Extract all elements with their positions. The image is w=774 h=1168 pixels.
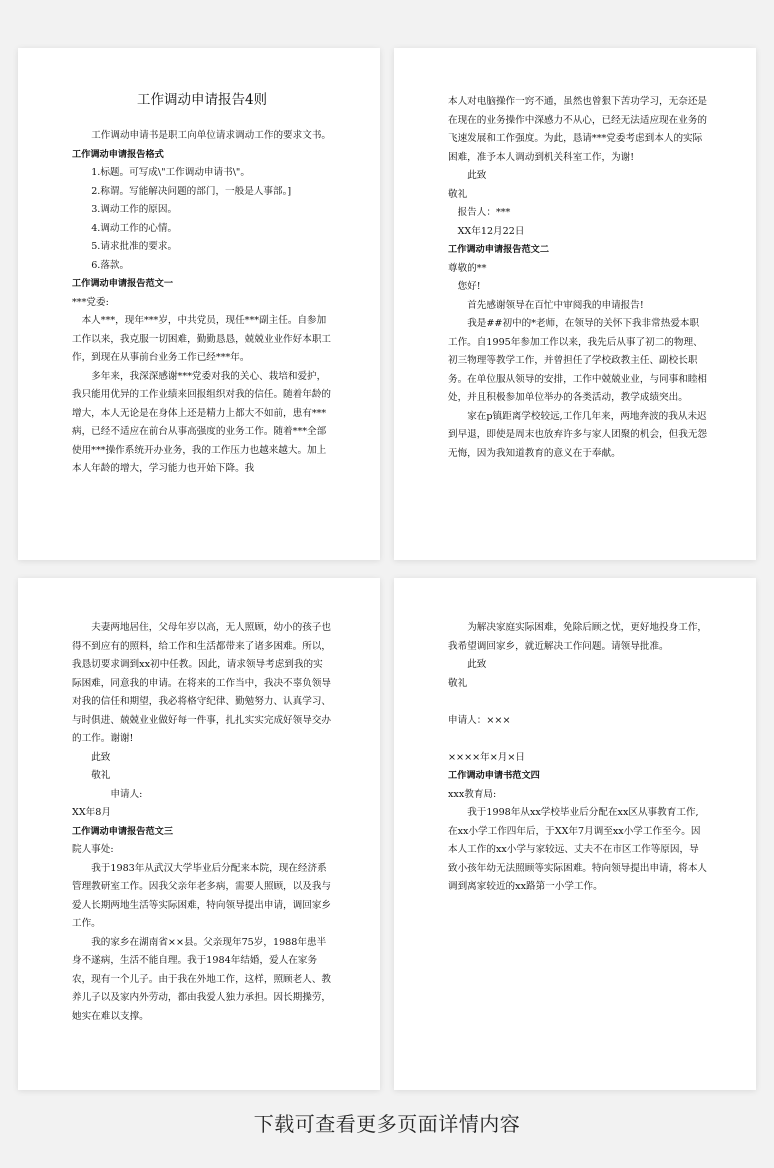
document-page-2 <box>394 48 756 560</box>
paragraph: 5.请求批准的要求。 <box>91 241 178 252</box>
paragraph: 我的家乡在湖南省××县。父亲现年75岁，1988年患半身不遂病，生活不能自理。我于1984年结婚，爱人在家务农，现有一个儿子。由于我在外地工作，这样，照顾老人、教养儿子以及家内外劳动，都由我爱人独力承担。因长期操劳，她实在难以支撑。 <box>72 936 332 1022</box>
paragraph: 3.调动工作的原因。 <box>91 204 178 215</box>
page-content <box>72 127 332 479</box>
document-title: 工作调动申请报告4则 <box>136 92 268 108</box>
paragraph: 此致 <box>467 659 487 670</box>
paragraph: 本人***，现年***岁，中共党员，现任***副主任。自参加工作以来，我克服一切困难，勤勤恳恳，兢兢业业作好本职工作，到现在从事前台业务工作已经***年。 <box>72 315 332 363</box>
blank-line <box>448 730 708 749</box>
paragraph: ***党委: <box>72 296 109 308</box>
document-page-1 <box>18 48 380 560</box>
paragraph: 此致 <box>467 170 487 181</box>
download-more-footer[interactable]: 下载可查看更多页面详情内容 <box>253 1112 521 1136</box>
paragraph: 我于1983年从武汉大学毕业后分配来本院，现在经济系管理教研室工作。因我父亲年老多病，需要人照顾，以及我与爱人长期两地生活等实际困难，特向领导提出申请，调回家乡工作。 <box>72 862 332 929</box>
paragraph: 为解决家庭实际困难，免除后顾之忧，更好地投身工作，我希望调回家乡，就近解决工作问题。请领导批准。 <box>448 622 708 652</box>
paragraph: 多年来，我深深感谢***党委对我的关心、栽培和爱护，我只能用优异的工作业绩来回报组织对我的信任。随着年龄的增大，本人无论是在身体上还是精力上都大不如前，患有***病，已经不适应在前台从事高强度的业务工作。随着***全部使用***操作系统开办业务，我的工作压力也越来越大。加上本人年龄的增大，学习能力也开始下降。我 <box>72 370 332 474</box>
page-content <box>448 619 708 897</box>
paragraph: 6.落款。 <box>91 259 130 271</box>
paragraph: 报告人：*** <box>457 207 511 218</box>
paragraph: 申请人: <box>110 788 143 800</box>
paragraph: 敬礼 <box>448 677 468 689</box>
paragraph: 您好! <box>457 281 481 292</box>
document-page-3 <box>18 578 380 1090</box>
paragraph: 本人对电脑操作一窍不通，虽然也曾狠下苦功学习，无奈还是在现在的业务操作中深感力不从心，已经无法适应现在业务的飞速发展和工作强度。为此，恳请***党委考虑到本人的实际困难，准予本人调动到机关科室工作，为谢! <box>448 96 708 163</box>
paragraph: 我是##初中的*老师，在领导的关怀下我非常热爱本职工作。自1995年参加工作以来，我先后从事了初二的物理、初三物理等教学工作，并曾担任了学校政教主任、副校长职务。在单位服从领导的安排，工作中兢兢业业，与同事和睦相处，并且积极参加单位举办的各类活动，教学成绩突出。 <box>448 318 708 403</box>
paragraph: 工作调动申请书是职工向单位请求调动工作的要求文书。 <box>91 130 332 141</box>
page-content <box>72 619 332 1026</box>
paragraph: 敬礼 <box>91 770 111 781</box>
page-content <box>448 93 708 463</box>
paragraph: 尊敬的** <box>448 262 487 274</box>
section-heading: 工作调动申请报告范文二 <box>448 244 550 255</box>
document-page-4 <box>394 578 756 1090</box>
section-heading: 工作调动申请报告格式 <box>72 148 164 160</box>
paragraph: XX年12月22日 <box>457 225 525 237</box>
paragraph: 申请人：××× <box>448 714 511 726</box>
paragraph: ××××年×月×日 <box>448 751 526 763</box>
paragraph: 敬礼 <box>448 188 468 200</box>
paragraph: 1.标题。可写成\"工作调动申请书\"。 <box>91 167 250 178</box>
paragraph: 家在p镇距离学校较远,工作几年来，两地奔波的我从未迟到早退，即使是周末也放弃许多与家人团聚的机会，但我无怨无悔，因为我知道教育的意义在于奉献。 <box>448 410 708 459</box>
paragraph: 院人事处: <box>72 844 114 855</box>
blank-line <box>448 693 708 712</box>
section-heading: 工作调动申请书范文四 <box>448 770 540 781</box>
paragraph: 4.调动工作的心情。 <box>91 222 178 234</box>
paragraph: 夫妻两地居住，父母年岁以高，无人照顾，幼小的孩子也得不到应有的照料，给工作和生活都带来了诸多困难。所以，我恳切要求调到xx初中任教。因此，请求领导考虑到我的实际困难，同意我的申请。在将来的工作当中，我决不辜负领导对我的信任和期望，我必将格守纪律、勤勉努力、认真学习、与时俱进、兢兢业业做好每一件事，扎扎实实完成好领导交办的工作。谢谢! <box>72 622 332 744</box>
paragraph: 2.称谓。写能解决问题的部门，一般是人事部。] <box>91 185 292 197</box>
section-heading: 工作调动申请报告范文三 <box>72 825 174 837</box>
paragraph: 首先感谢领导在百忙中审阅我的申请报告! <box>467 299 644 311</box>
section-heading: 工作调动申请报告范文一 <box>72 278 174 289</box>
paragraph: XX年8月 <box>72 807 111 818</box>
paragraph: 此致 <box>91 751 111 763</box>
paragraph: xxx教育局: <box>448 788 497 800</box>
paragraph: 我于1998年从xx学校毕业后分配在xx区从事教育工作,在xx小学工作四年后，于XX年7月调至xx小学工作至今。因本人工作的xx小学与家较远、丈夫不在市区工作等原因，导致小孩年幼无法照顾等实际困难。特向领导提出申请，将本人调到离家较近的xx路第一小学工作。 <box>448 807 708 892</box>
